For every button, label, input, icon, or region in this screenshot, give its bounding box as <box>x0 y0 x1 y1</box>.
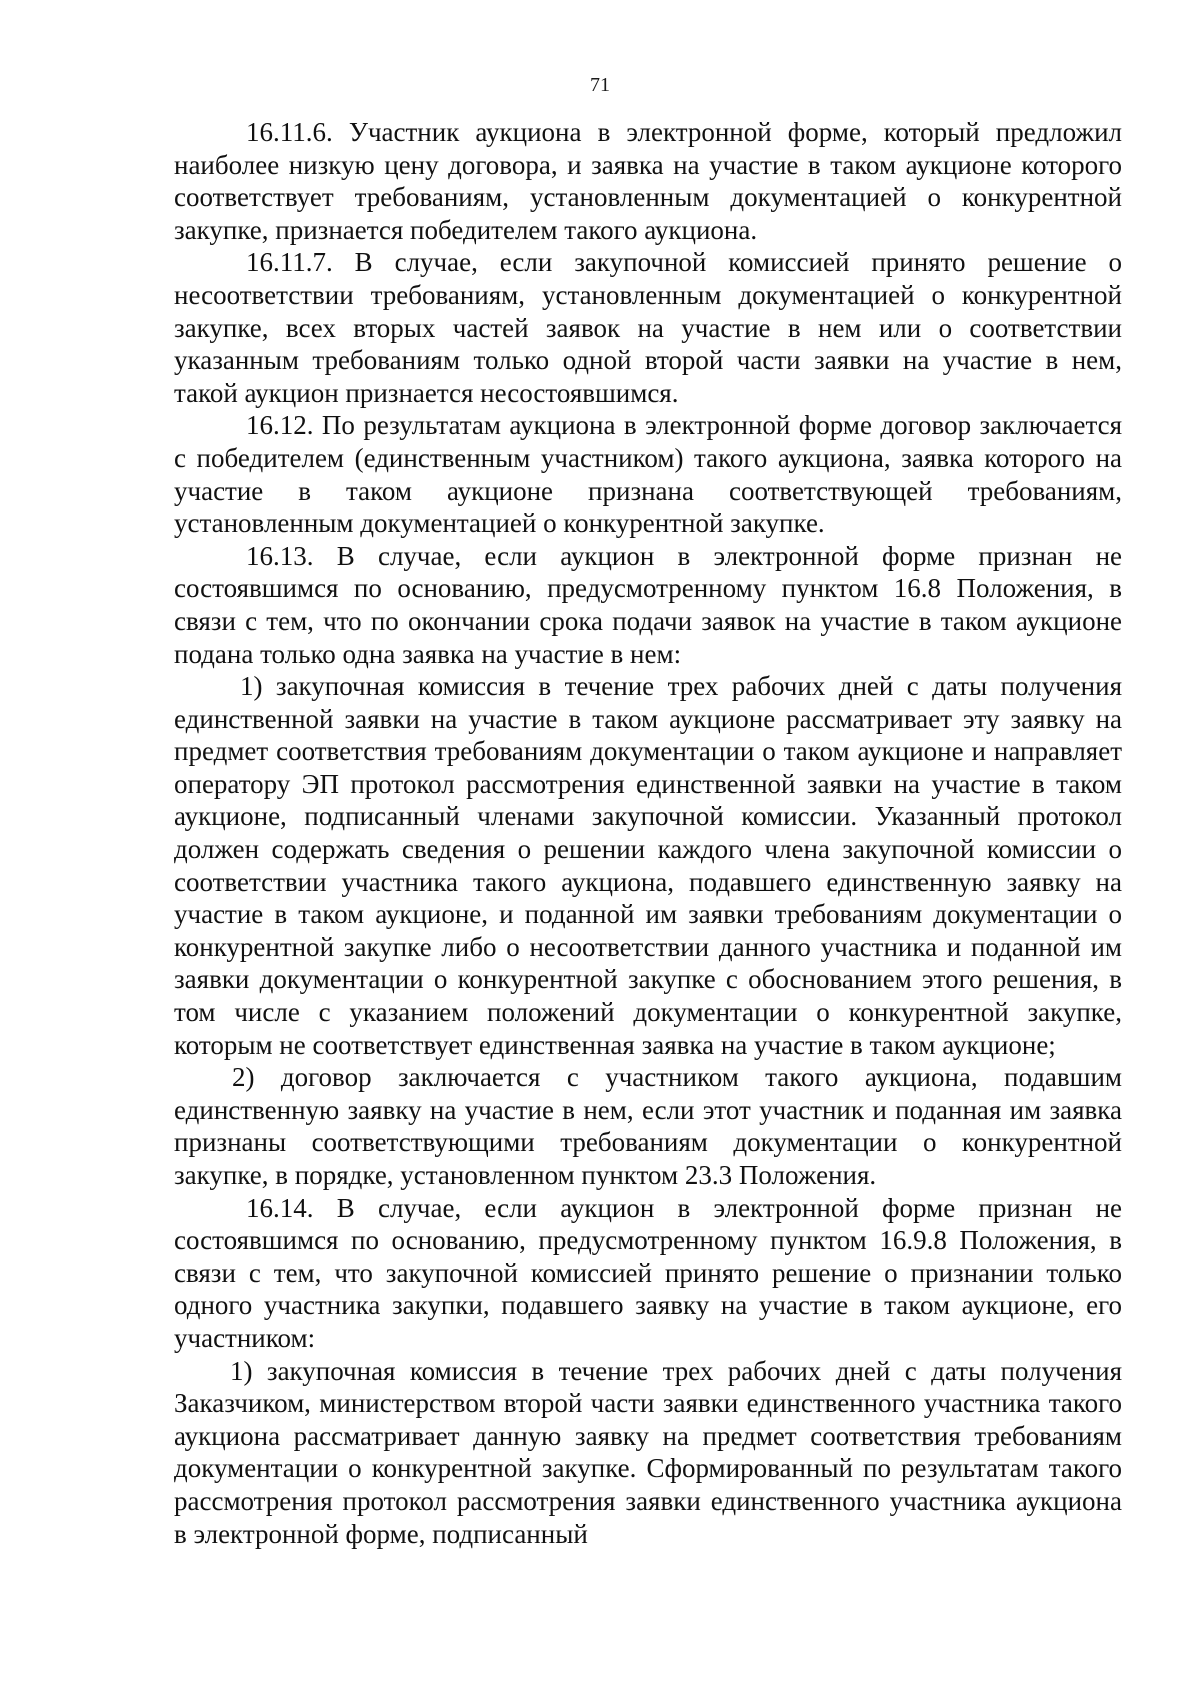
paragraph-16-12: 16.12. По результатам аукциона в электронной форме договор заключается с победителем (единственным участником) такого аукциона, заявка которого на участие в таком аукционе признана соответствующей требованиям, установленным документацией о конкурентной закупке. <box>174 410 1122 539</box>
paragraph-16-13: 16.13. В случае, если аукцион в электронной форме признан не состоявшимся по основанию, предусмотренному пунктом 16.8 Положения, в связи с тем, что по окончании срока подачи заявок на участие в таком аукционе подана только одна заявка на участие в нем: <box>174 540 1122 669</box>
paragraph-16-14-item-1: 1) закупочная комиссия в течение трех рабочих дней с даты получения Заказчиком, министерством второй части заявки единственного участника такого аукциона рассматривает данную заявку на предмет соответствия требованиям документации о конкурентной закупке. Сформированный по результатам такого рассмотрения протокол рассмотрения заявки единственного участника аукциона в электронной форме, подписанный <box>174 1355 1122 1549</box>
paragraph-16-13-item-2: 2) договор заключается с участником такого аукциона, подавшим единственную заявку на участие в нем, если этот участник и поданная им заявка признаны соответствующими требованиям документации о конкурентной закупке, в порядке, установленном пунктом 23.3 Положения. <box>174 1062 1122 1190</box>
document-body <box>174 116 1122 1550</box>
paragraph-16-14: 16.14. В случае, если аукцион в электронной форме признан не состоявшимся по основанию, предусмотренному пунктом 16.9.8 Положения, в связи с тем, что закупочной комиссией принято решение о признании только одного участника закупки, подавшего заявку на участие в таком аукционе, его участником: <box>174 1192 1122 1353</box>
paragraph-16-13-item-1: 1) закупочная комиссия в течение трех рабочих дней с даты получения единственной заявки на участие в таком аукционе рассматривает эту заявку на предмет соответствия требованиям документации о таком аукционе и направляет оператору ЭП протокол рассмотрения единственной заявки на участие в таком аукционе, подписанный членами закупочной комиссии. Указанный протокол должен содержать сведения о решении каждого члена закупочной комиссии о соответствии участника такого аукциона, подавшего единственную заявку на участие в таком аукционе, и поданной им заявки требованиям документации о конкурентной закупке либо о несоответствии данного участника и поданной им заявки документации о конкурентной закупке с обоснованием этого решения, в том числе с указанием положений документации о конкурентной закупке, которым не соответствует единственная заявка на участие в таком аукционе; <box>174 671 1122 1060</box>
paragraph-16-11-7: 16.11.7. В случае, если закупочной комиссией принято решение о несоответствии требованиям, установленным документацией о конкурентной закупке, всех вторых частей заявок на участие в нем или о соответствии указанным требованиям только одной второй части заявки на участие в нем, такой аукцион признается несостоявшимся. <box>174 247 1122 408</box>
page-number: 71 <box>590 74 610 96</box>
paragraph-16-11-6: 16.11.6. Участник аукциона в электронной форме, который предложил наиболее низкую цену договора, и заявка на участие в таком аукционе которого соответствует требованиям, установленным документацией о конкурентной закупке, признается победителем такого аукциона. <box>174 117 1122 245</box>
